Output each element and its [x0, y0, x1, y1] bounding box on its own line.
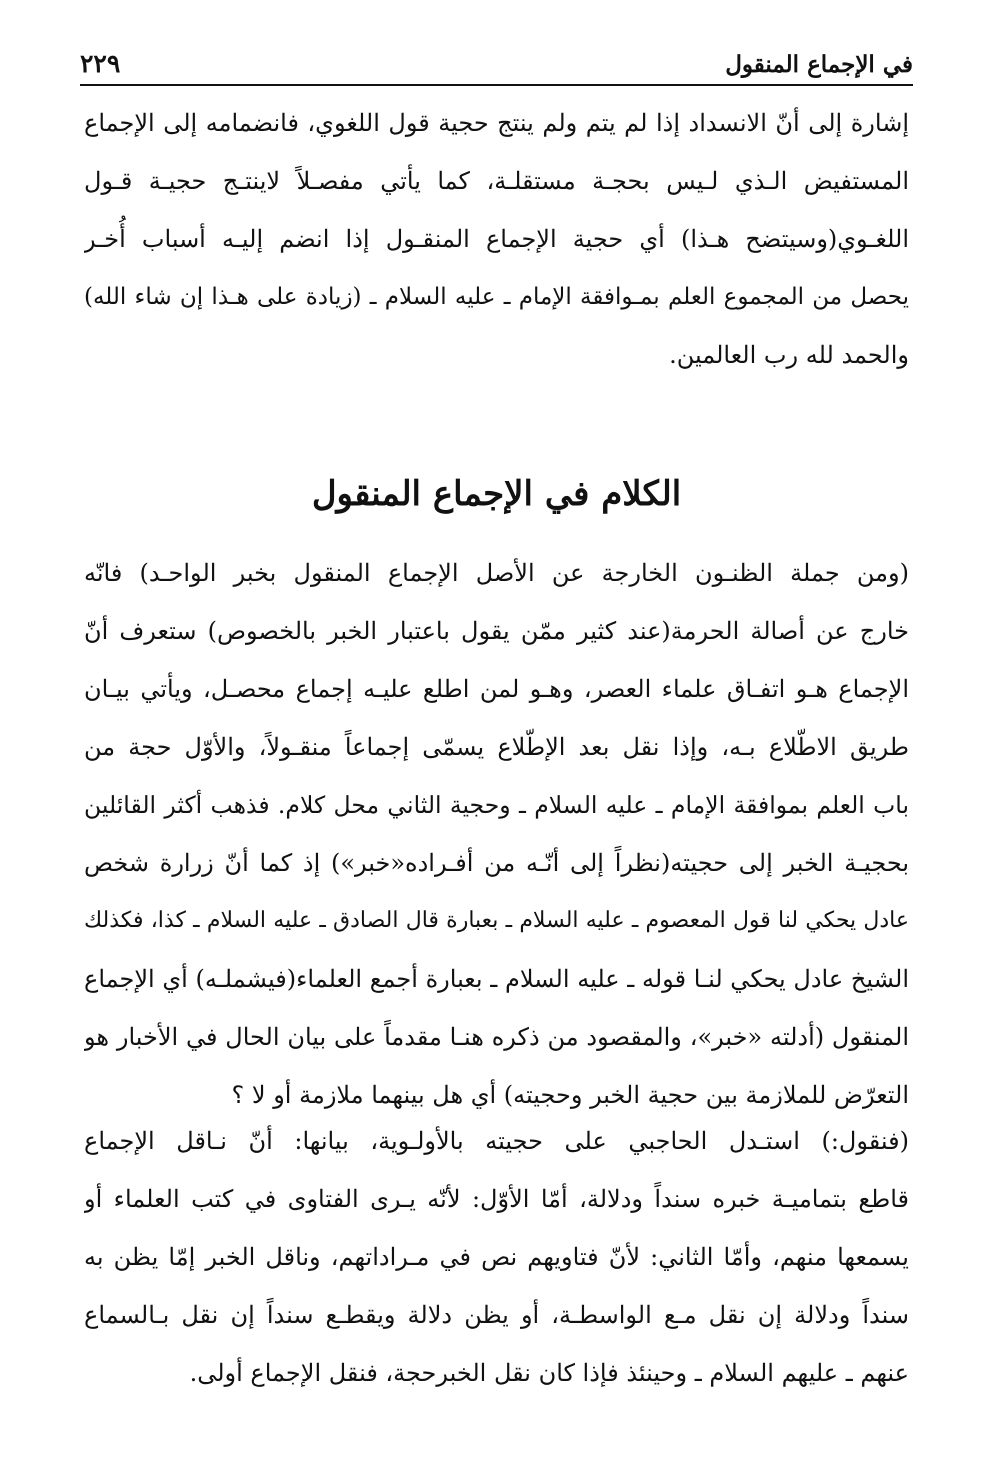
page-number: ٢٢٩	[80, 49, 121, 78]
body-paragraph-2	[84, 1112, 909, 1402]
text-line: عنهم ـ عليهم السلام ـ وحينئذ فإذا كان نقل الخبرحجة، فنقل الإجماع أولى.	[189, 1359, 909, 1387]
running-header-title: في الإجماع المنقول	[725, 51, 913, 78]
text-line: قاطع بتماميـة خبره سنداً ودلالة، أمّا الأوّل: لأنّه يـرى الفتاوى في كتب العلماء أو	[84, 1185, 909, 1213]
running-header	[80, 38, 913, 78]
text-line: يسمعها منهم، وأمّا الثاني: لأنّ فتاويهم نص في مـراداتهم، وناقل الخبر إمّا يظن به	[84, 1243, 909, 1271]
text-line: الإجماع هـو اتفـاق علماء العصر، وهـو لمن اطلع عليـه إجماع محصـل، ويأتي بيـان	[84, 675, 909, 703]
text-line: بحجيـة الخبر إلى حجيته(نظراً إلى أنّـه من أفـراده«خبر») إذ كما أنّ زرارة شخص	[84, 849, 909, 877]
text-line: والحمد لله رب العالمين.	[669, 341, 909, 369]
text-line: إشارة إلى أنّ الانسداد إذا لم يتم ولم ينتج حجية قول اللغوي، فانضمامه إلى الإجماع	[84, 109, 909, 137]
text-line: (فنقول:) استـدل الحاجبي على حجيته بالأولـوية، بيانها: أنّ نـاقل الإجماع	[84, 1127, 909, 1155]
header-divider	[80, 84, 913, 86]
text-line: خارج عن أصالة الحرمة(عند كثير ممّن يقول باعتبار الخبر بالخصوص) ستعرف أنّ	[84, 617, 909, 645]
text-line: التعرّض للملازمة بين حجية الخبر وحجيته) أي هل بينهما ملازمة أو لا ؟	[231, 1081, 909, 1109]
text-line: يحصل من المجموع العلم بمـوافقة الإمام ـ عليه السلام ـ (زيادة على هـذا إن شاء الله)	[84, 284, 909, 310]
text-line: باب العلم بموافقة الإمام ـ عليه السلام ـ وحجية الثاني محل كلام. فذهب أكثر القائلين	[84, 791, 909, 819]
intro-paragraph	[84, 94, 909, 384]
text-line: اللغـوي(وسيتضح هـذا) أي حجية الإجماع المنقـول إذا انضم إليـه أسباب أُخـر	[84, 225, 909, 253]
text-line: الشيخ عادل يحكي لنـا قوله ـ عليه السلام ـ بعبارة أجمع العلماء(فيشملـه) أي الإجماع	[84, 965, 909, 993]
body-paragraph-1	[84, 544, 909, 1124]
text-line: طريق الاطّلاع بـه، وإذا نقل بعد الإطّلاع يسمّى إجماعاً منقـولاً، والأوّل حجة من	[84, 733, 909, 761]
text-line: المستفيض الـذي لـيس بحجـة مستقلـة، كما يأتي مفصـلاً لاينتـج حجيـة قـول	[84, 167, 909, 195]
text-line: سنداً ودلالة إن نقل مـع الواسطـة، أو يظن دلالة ويقطـع سنداً إن نقل بـالسماع	[84, 1301, 909, 1329]
section-title: الكلام في الإجماع المنقول	[311, 474, 682, 514]
text-line: المنقول (أدلته «خبر»، والمقصود من ذكره هنـا مقدماً على بيان الحال في الأخبار هو	[84, 1023, 909, 1051]
text-line: (ومن جملة الظنـون الخارجة عن الأصل الإجماع المنقول بخبر الواحـد) فانّه	[84, 559, 909, 587]
text-line: عادل يحكي لنا قول المعصوم ـ عليه السلام ـ بعبارة قال الصادق ـ عليه السلام ـ كذا، فكذلك	[84, 908, 909, 933]
